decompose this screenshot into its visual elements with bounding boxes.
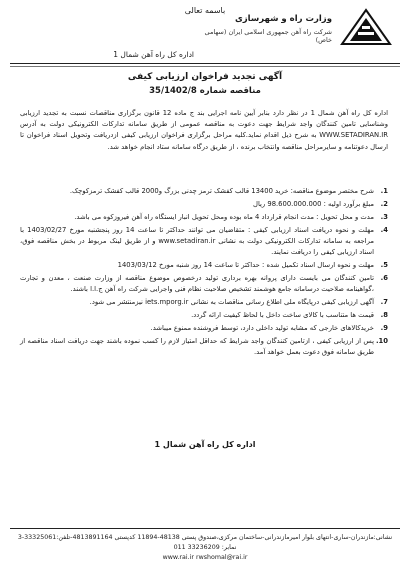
footer-divider	[10, 528, 400, 529]
list-item	[20, 260, 388, 271]
list-item	[20, 212, 388, 223]
department-name: اداره کل راه آهن شمال 1	[113, 50, 194, 59]
header-divider	[10, 63, 400, 64]
list-item	[20, 310, 388, 321]
item-text: تامین کنندگان می بایست دارای پروانه بهره برداری تولید درخصوص موضوع مناقصه از وزارت صنعت ، معدن و تجارت ،گواهینامه صلاحیت درسامانه جامع هوشمند تشخیص صلاحیت نظام فنی واجرایی شرکت راه آهن ج.ا.ا باشند.	[20, 274, 374, 293]
signature: اداره کل راه آهن شمال 1	[154, 440, 256, 449]
item-number: 7.	[380, 298, 388, 306]
list-item	[20, 225, 388, 258]
item-text: مهلت و نحوه دریافت اسناد ارزیابی کیفی : متقاضیان می توانند حداکثر تا ساعت 14 روز پنجشنبه مورخ 1403/02/27 با مراجعه به سامانه تدارکات الکترونیکی دولت به نشانی www.setadiran.ir و از طریق لینک مربوط در بخش مناقصه فوق، اسناد ارزیابی کیفی را دریافت نمایند.	[20, 226, 375, 256]
footer	[16, 533, 394, 563]
item-number: 2.	[380, 200, 388, 208]
conditions-list	[20, 186, 388, 360]
list-item	[20, 199, 388, 210]
item-number: 10.	[375, 337, 388, 345]
item-text: مهلت و نحوه ارسال اسناد تکمیل شده : حداکثر تا ساعت 14 روز شنبه مورخ 1403/03/12	[117, 261, 374, 269]
list-item	[20, 336, 388, 358]
footer-address: نشانی:مازندران-ساری-انتهای بلوار امیرمازندرانی-ساختمان مرکزی،صندوق پستی 48138-11894 کدپستی 4813891164-تلفن:33325061-3 نمابر: 33236209 011	[17, 534, 393, 551]
item-number: 1.	[380, 187, 388, 195]
item-number: 9.	[380, 324, 388, 332]
railway-logo-icon	[340, 8, 392, 46]
list-item	[20, 297, 388, 308]
item-number: 3.	[380, 213, 388, 221]
item-number: 5.	[380, 261, 388, 269]
item-text: مدت و محل تحویل : مدت انجام قرارداد 4 ماه بوده ومحل تحویل انبار ایستگاه راه آهن فیروزکوه می باشد.	[74, 213, 374, 221]
item-text: شرح مختصر موضوع مناقصه: خرید 13400 قالب کفشک ترمز چدنی بزرگ و2000 قالب کفشک ترمزکوچک.	[69, 187, 374, 195]
ministry-name: وزارت راه و شهرسازی	[234, 14, 332, 24]
item-number: 8.	[380, 311, 388, 319]
basmala: باسمه تعالی	[184, 6, 226, 15]
footer-web: www.rai.ir rwshomal@rai.ir	[162, 554, 248, 561]
item-text: قیمت ها متناسب با کالای ساخت داخل با لحاظ کیفیت ارائه گردد.	[191, 311, 374, 319]
list-item	[20, 323, 388, 334]
item-text: پس از ارزیابی کیفی ، ازتامین کنندگان واجد شرایط که حداقل امتیاز لازم را کسب نموده باشند جهت دریافت اسناد مناقصه از طریق سامانه فوق دعوت بعمل خواهد آمد.	[20, 337, 374, 356]
list-item	[20, 186, 388, 197]
company-name: شرکت راه آهن جمهوری اسلامی ایران (سهامی خاص)	[204, 28, 332, 44]
item-text: مبلغ برآورد اولیه : 98.600.000.000 ریال	[253, 200, 374, 208]
list-item	[20, 273, 388, 295]
letterhead	[202, 14, 332, 44]
item-text: خریدکالاهای خارجی که مشابه تولید داخلی دارد، توسط فروشنده ممنوع میباشد.	[150, 324, 374, 332]
header-divider-thin	[10, 66, 400, 67]
item-text: آگهی ارزیابی کیفی درپایگاه ملی اطلاع رسانی مناقصات به نشانی iets.mporg.ir نیزمنتشر می شود.	[89, 298, 374, 306]
notice-title: آگهی تجدید فراخوان ارزیابی کیفی	[127, 72, 283, 82]
tender-number: مناقصه شماره 35/1402/8	[149, 86, 261, 96]
item-number: 6.	[380, 274, 388, 282]
intro-paragraph: اداره کل راه آهن شمال 1 در نظر دارد بنابر آیین نامه اجرایی بند ج ماده 12 قانون برگزاری مناقصات نسبت به تجدید ارزیابی وشناسایی تامین کنندگان واجد شرایط جهت دعوت به مناقصه عمومی از طریق سامانه تدارکات الکترونیکی دولت به آدرس WWW.SETADIRAN.IR به شرح ذیل اقدام نماید.کلیه مراحل برگزاری فراخوان ارزیابی کیفی ازدریافت وتحویل اسناد فراخوان تا ارسال دعوتنامه و سایرمراحل مناقصه وانتخاب برنده ، از طریق درگاه سامانه ستاد انجام خواهد شد.	[20, 109, 388, 151]
item-number: 4.	[380, 226, 388, 234]
